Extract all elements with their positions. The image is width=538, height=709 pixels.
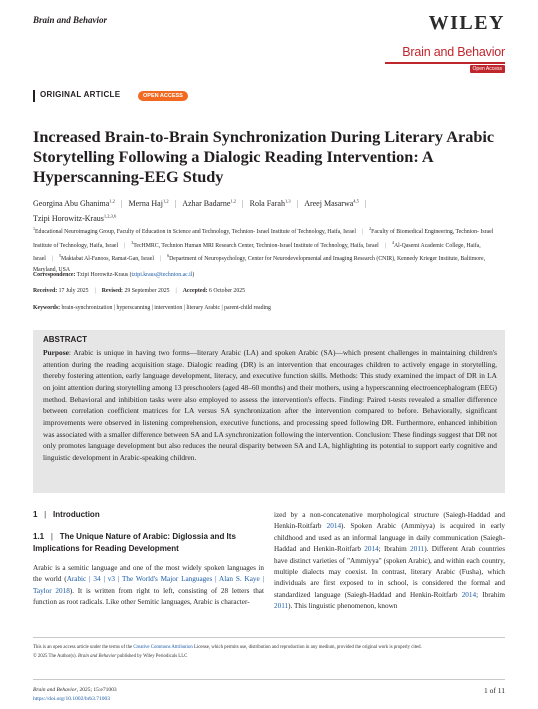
author[interactable]: Rola Farah$^{1,3}$: [249, 198, 291, 208]
citation-link[interactable]: 2011: [410, 545, 425, 554]
article-type-bar: [33, 90, 35, 102]
journal-logo-text: Brain and Behavior: [402, 45, 505, 59]
author[interactable]: Georgina Abu Ghanima$^{1,2}$: [33, 198, 115, 208]
author[interactable]: Merna Haj$^{1,2}$: [128, 198, 169, 208]
page-number: 1 of 11: [484, 686, 505, 695]
abstract-text: Purpose: Arabic is unique in having two forms—literary Arabic (LA) and spoken Arabic (SA)—which present challenges in maintaining children's attention during the reading acquisition stage. Dialogic reading (DR) is an intervention that encourages children to actively engage in storytelling, thereby fostering attention, early language development, literacy, and executive function skills. Methods: This study examined the impact of DR in LA on joint attention during storytelling among 13 preschoolers (aged 48–60 months) and their mothers, using a hyperscanning electroencephalogram (EEG) method. Behavioral and inhibition tasks were also employed to assess the intervention's effects. Finding: Paired t-tests revealed a smaller difference between correlation coefficient matrices for LA versus SA synchronization after the intervention compared to before. Behaviorally, significant improvements were observed in listening comprehension, executive functions, and processing speed following DR. Furthermore, enhanced inhibition was associated with a smaller difference between SA and LA synchronization following the intervention. Conclusion: These findings suggest that DR not only promotes language development but also reduces the neural disparity between SA and LA, highlighting its potential to support early cognitive and linguistic development in Arabic-speaking children.: [43, 348, 497, 462]
author[interactable]: Tzipi Horowitz-Kraus$^{1,2,3,6}$: [33, 213, 117, 224]
doi-link[interactable]: https://doi.org/10.1002/brb3.71003: [33, 696, 111, 702]
citation-link[interactable]: 2011: [274, 602, 289, 611]
body-column-left: Arabic is a semitic language and one of the most widely spoken languages in the world (Arabic | 34 | v3 | The World's Major Languages | Alan S. Kaye | Taylor 2018). It is written from right to left, consisting of 28 letters that function as root radicals. Like other Semitic languages, Arabic is character-: [33, 564, 264, 607]
journal-running-head: Brain and Behavior: [33, 15, 108, 25]
citation-link[interactable]: 2014: [326, 522, 342, 531]
author[interactable]: Azhar Badarne$^{1,2}$: [182, 198, 237, 208]
section-heading-introduction: 1 | Introduction: [33, 510, 100, 519]
citation-link[interactable]: Arabic | 34 | v3 | The World's Major Languages | Alan S. Kaye | Taylor 2018: [33, 575, 264, 595]
correspondence-email-link[interactable]: tzipi.kraus@technion.ac.il: [131, 272, 193, 278]
abstract-heading: ABSTRACT: [43, 335, 87, 344]
journal-logo-open-access: Open Access: [470, 65, 505, 73]
footer-citation: Brain and Behavior, 2025; 15:e71003 https://doi.org/10.1002/brb3.71003: [33, 687, 117, 702]
keywords: Keywords: brain-synchronization | hyperscanning | intervention | literary Arabic | parent-child reading: [33, 305, 271, 311]
license-footnote: This is an open access article under the terms of the Creative Commons Attribution License, which permits use, distribution and reproduction in any medium, provided the original work is properly cited. © 2025 The Author(s). Brain and Behavior published by Wiley Periodicals LLC: [33, 645, 422, 659]
subsection-heading: 1.1 | The Unique Nature of Arabic: Diglossia and Its Implications for Reading Development: [33, 532, 236, 553]
citation-link[interactable]: 2014: [364, 545, 379, 554]
author-list: Georgina Abu Ghanima$^{1,2}$ | Merna Haj$^{1,2}$ | Azhar Badarne$^{1,2}$ | Rola Farah$^{1,3}$ | Areej Masarwa$^{4,5}$ | Tzipi Horowitz-Kraus$^{1,2,3,6}$: [33, 198, 367, 224]
correspondence: Correspondence: Tzipi Horowitz-Kraus (tzipi.kraus@technion.ac.il): [33, 272, 195, 278]
article-type: ORIGINAL ARTICLE: [40, 90, 121, 99]
journal-logo-bar: [385, 62, 505, 64]
footer-divider: [33, 679, 505, 680]
open-access-badge: OPEN ACCESS: [138, 91, 188, 101]
affiliations: $^1$Educational Neuroimaging Group, Faculty of Education in Science and Technology, Technion- Israel Institute of Technology, Haifa, Israel $|^2Faculty$ of Biomedical Engineering, Technion- Israel Institute of Technology, Haifa, Israel $|^3TecHMRC$, Technion Human MRI Research Center, Technion-Israel Institute of Technology, Haifa, Israel $|^4Al$-Qasemi Academic College, Haifa, Israel $|^5Maktabat$ Al-Fanoos, Ramat-Gan, Israel $|^6Department$ of Neuropsychology, Center for Neurodevelopmental and Imaging Research (CNIR), Kennedy Krieger Institute, Baltimore, Maryland, USA: [33, 226, 494, 274]
author[interactable]: Areej Masarwa$^{4,5}$: [304, 198, 359, 208]
license-link[interactable]: Creative Commons Attribution: [133, 645, 193, 650]
footnote-divider: [33, 637, 505, 638]
publisher-logo[interactable]: WILEY: [428, 12, 505, 34]
body-column-right: ized by a non-concatenative morphological structure (Saiegh-Haddad and Henkin-Roitfarb 2014). Spoken Arabic (Ammiyya) is acquired in early childhood and used as an informal language in daily communication (Saiegh-Haddad and Henkin-Roitfarb 2014; Ibrahim 2011). Different Arab countries have distinct varieties of "Ammiyya" (spoken Arabic), and within each country, multiple dialects may coexist. In contrast, literary Arabic (Fusha), which individuals are first exposed to in school, is considered the formal and standardized language (Saiegh-Haddad and Henkin-Roitfarb 2014; Ibrahim 2011). This linguistic phenomenon, known: [274, 511, 505, 611]
article-title: Increased Brain-to-Brain Synchronization During Literary Arabic Storytelling Following a Dialogic Reading Intervention: A Hyperscanning-EEG Study: [33, 127, 495, 186]
citation-link[interactable]: 2014: [461, 590, 477, 599]
journal-logo[interactable]: [385, 45, 505, 75]
article-dates: Received: 17 July 2025 | Revised: 29 September 2025 | Accepted: 6 October 2025: [33, 288, 246, 294]
